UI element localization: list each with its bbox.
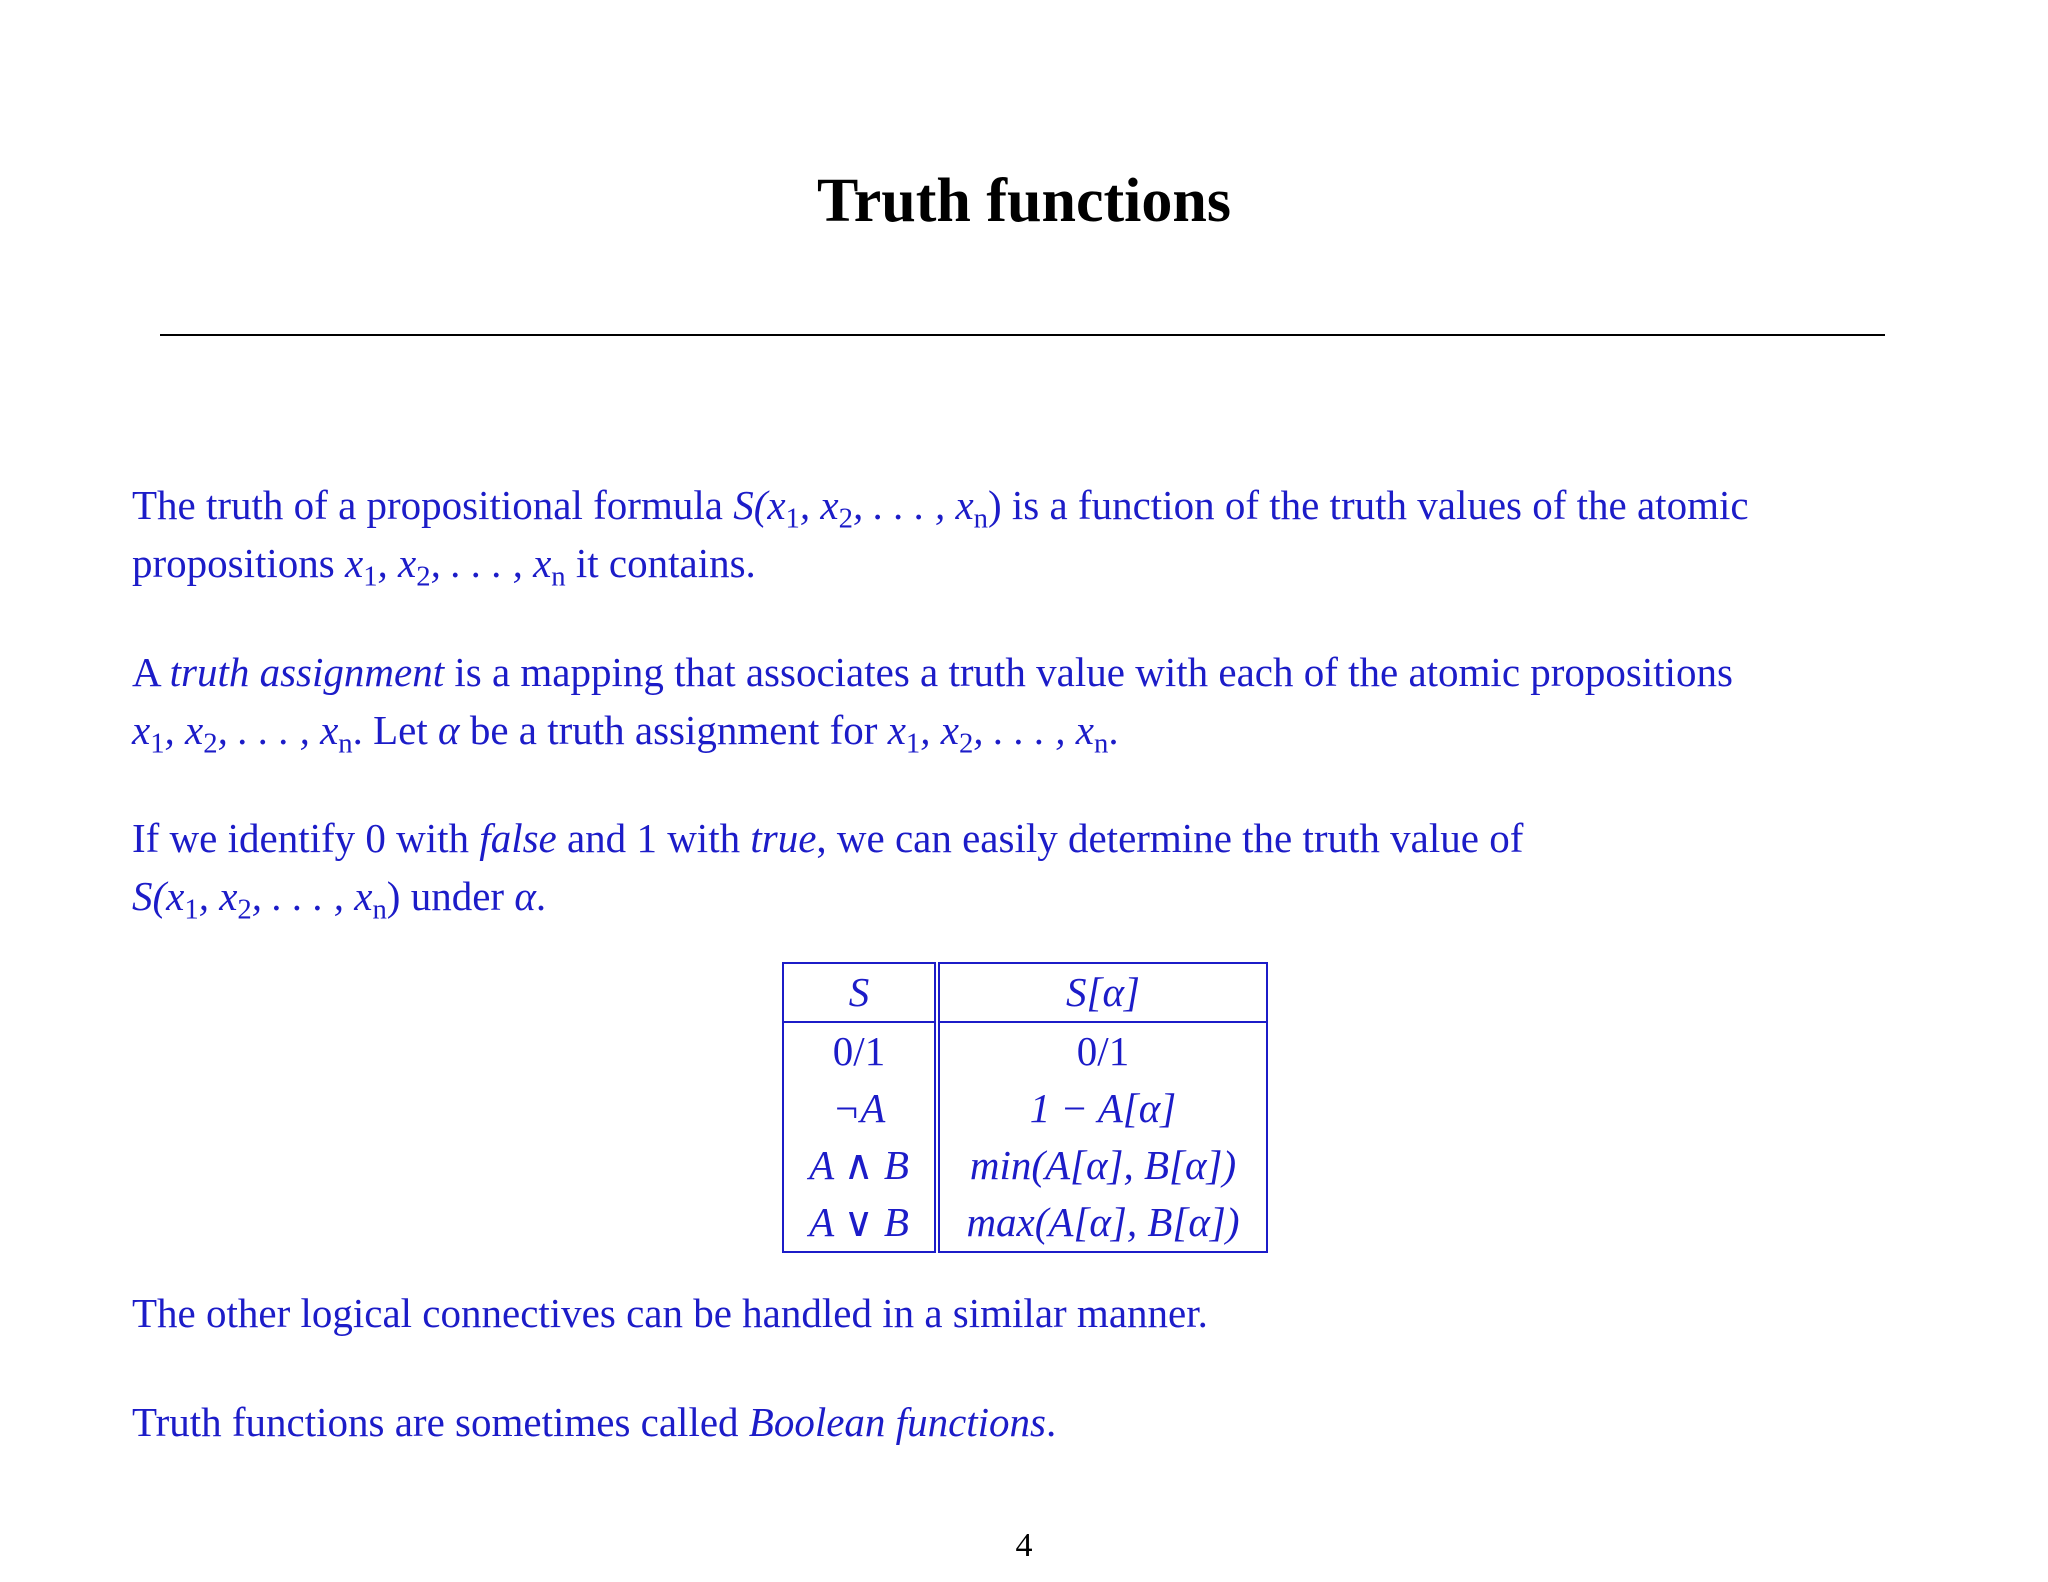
text: with (656, 815, 751, 861)
text: A (132, 649, 170, 695)
table-row (783, 1080, 1267, 1137)
subscript: 2 (416, 560, 431, 593)
paragraph-line (132, 1393, 1932, 1451)
page-number: 4 (1015, 1527, 1033, 1564)
table-row (783, 1194, 1267, 1252)
subscript: n (973, 502, 988, 535)
term-boolean-functions: Boolean functions (748, 1399, 1047, 1445)
formula-s (733, 482, 1002, 535)
formula-part: ) (386, 873, 401, 919)
paragraph-truth-assignment (132, 643, 1932, 759)
text: be a truth assignment for (459, 707, 888, 753)
paragraph-line: The other logical connectives can be handled in a similar manner. (132, 1290, 1208, 1336)
text: . (1108, 707, 1119, 753)
text: , we can easily determine the truth value of (816, 815, 1524, 861)
value-one: 1 (636, 815, 657, 861)
text: . Let (352, 707, 439, 753)
text: Truth functions are sometimes called (132, 1399, 749, 1445)
paragraph-line (132, 701, 1932, 759)
formula-part: , x (920, 707, 959, 753)
paragraph-identify-values (132, 809, 1932, 925)
table-cell-value: 1 − A[α] (1029, 1085, 1177, 1131)
formula-part: , . . . , x (430, 540, 552, 586)
header-s-alpha: S[α] (937, 963, 1267, 1022)
subscript: 2 (838, 502, 853, 535)
text: with (385, 815, 480, 861)
variables-list (887, 707, 1109, 760)
formula-part: x (345, 540, 364, 586)
formula-part: S(x (733, 482, 786, 528)
paragraph-line (132, 534, 1932, 592)
paragraph-line (132, 476, 1932, 534)
alpha-symbol: α (438, 707, 460, 753)
slide-title: Truth functions (817, 167, 1231, 235)
formula-part: S(x (132, 873, 185, 919)
text: it contains. (565, 540, 756, 586)
subscript: n (372, 893, 387, 926)
text: is a function of the truth values of the atomic (1001, 482, 1749, 528)
subscript: 1 (905, 727, 921, 760)
table-cell-value: 0/1 (1076, 1028, 1130, 1074)
header-s: S (783, 963, 937, 1022)
text: propositions (132, 540, 345, 586)
term-truth-assignment: truth assignment (169, 649, 445, 695)
formula-part: , x (164, 707, 204, 753)
term-false: false (479, 815, 557, 861)
subscript: 1 (363, 560, 378, 593)
table-cell-formula: A ∧ B (783, 1137, 937, 1194)
table-cell-value: max(A[α], B[α]) (966, 1199, 1240, 1245)
table-cell-formula: 0/1 (783, 1022, 937, 1080)
variables-list (132, 707, 353, 760)
formula-part: , . . . , x (973, 707, 1094, 753)
variables-list (345, 540, 566, 593)
formula-part: x (887, 707, 906, 753)
subscript: 2 (958, 727, 974, 760)
paragraph-line (132, 867, 1932, 925)
text: . (535, 873, 547, 919)
text: . (1046, 1399, 1057, 1445)
table-row (783, 1137, 1267, 1194)
table-cell-formula: ¬A (783, 1080, 937, 1137)
alpha-symbol: α (514, 873, 536, 919)
subscript: n (1093, 727, 1109, 760)
subscript: 1 (150, 727, 165, 760)
title-divider (160, 334, 1885, 336)
formula-part: , x (799, 482, 839, 528)
table-header-row (783, 963, 1267, 1022)
value-zero: 0 (365, 815, 386, 861)
subscript: n (551, 560, 566, 593)
table-cell-formula: A ∨ B (783, 1194, 937, 1252)
text: under (400, 873, 515, 919)
formula-part: x (132, 707, 151, 753)
subscript: 2 (203, 727, 218, 760)
term-true: true (750, 815, 817, 861)
table-cell-value: min(A[α], B[α]) (969, 1142, 1237, 1188)
paragraph-boolean-functions (132, 1393, 1932, 1451)
subscript: 1 (184, 893, 199, 926)
table-row (783, 1022, 1267, 1080)
formula-s (132, 873, 401, 926)
formula-part: ) (987, 482, 1002, 528)
formula-part: , . . . , x (852, 482, 974, 528)
formula-part: , x (198, 873, 238, 919)
formula-part: , x (377, 540, 417, 586)
formula-part: , . . . , x (217, 707, 339, 753)
paragraph-other-connectives (132, 1284, 1932, 1342)
text: and (556, 815, 637, 861)
paragraph-line (132, 643, 1932, 701)
text: If we identify (132, 815, 366, 861)
subscript: 1 (785, 502, 800, 535)
paragraph-truth-of-formula (132, 476, 1932, 592)
text: is a mapping that associates a truth value with each of the atomic propositions (444, 649, 1734, 695)
formula-part: , . . . , x (251, 873, 373, 919)
subscript: 2 (237, 893, 252, 926)
paragraph-line (132, 809, 1932, 867)
truth-function-table (782, 962, 1268, 1253)
subscript: n (338, 727, 353, 760)
text: The truth of a propositional formula (132, 482, 734, 528)
